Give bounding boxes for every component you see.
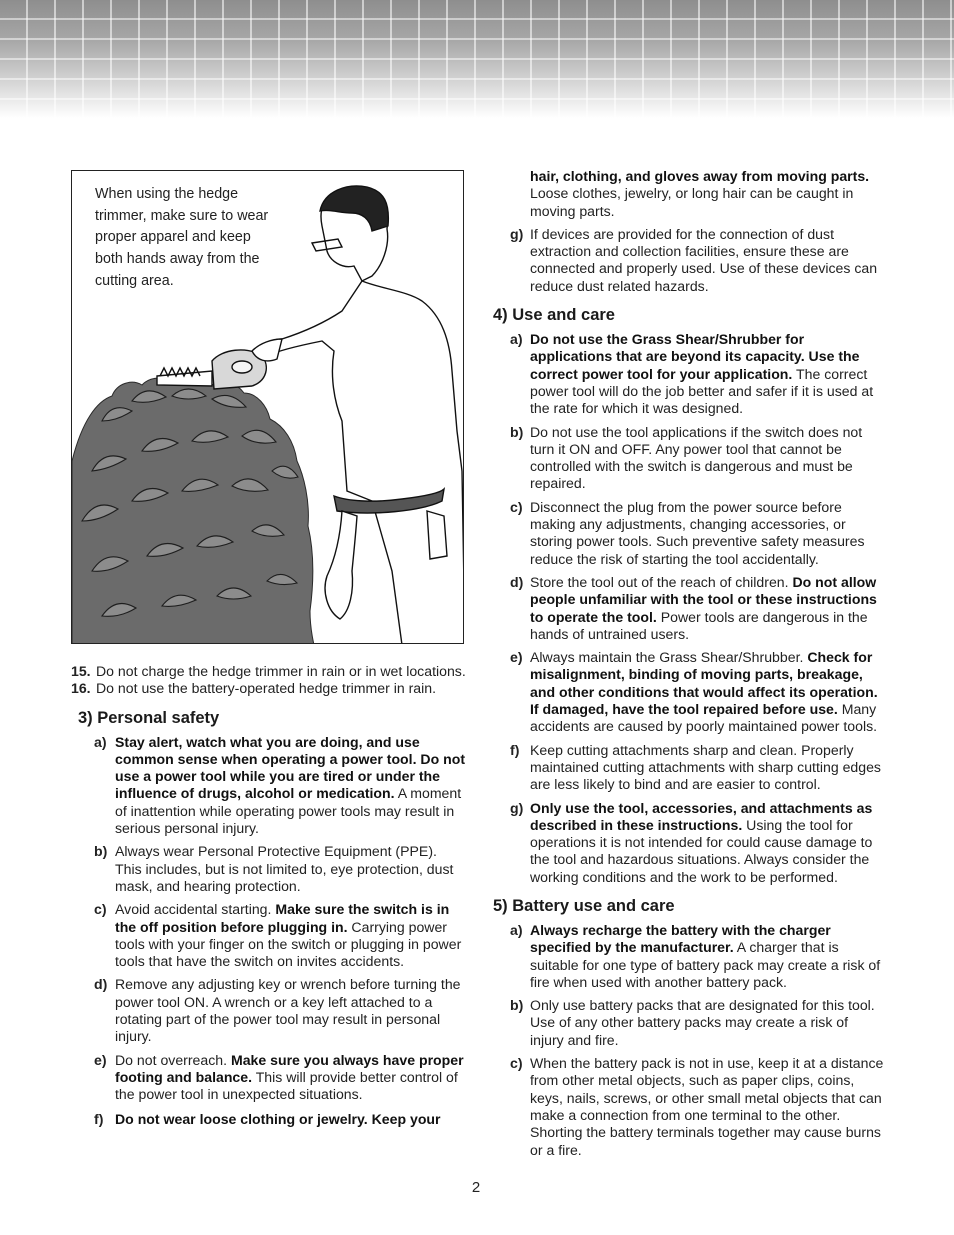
list-item [493,997,885,1049]
header-band [0,0,954,118]
item-bold-text: Always recharge the battery with the charger specified by the manufacturer. [530,921,831,956]
item-bold-text: hair, clothing, and gloves away from moving parts. [530,168,870,184]
section-heading-personal-safety: 3) Personal safety [78,708,220,727]
item-letter: f) [94,1110,104,1127]
item-text: Store the tool out of the reach of children. [530,573,793,590]
item-letter: g) [510,225,524,242]
item-text: Remove any adjusting key or wrench before turning the power tool ON. A wrench or a key left attached to a rotating part of the power tool may result in personal injury. [115,976,461,1045]
item-letter: a) [510,331,523,348]
item-text: Do not overreach. [115,1051,231,1068]
right-column [493,168,885,1165]
list-item [493,424,885,493]
list-item [493,800,885,886]
item-text: Keep cutting attachments sharp and clean. Properly maintained cutting attachments with sharp cutting edges are less likely to bind and are easier to control. [530,741,881,793]
list-item [493,649,885,735]
list-item [71,1052,467,1104]
item-bold-text: Do not allow people unfamiliar with the tool or these instructions to operate the tool. [530,573,877,625]
item-letter: d) [510,573,524,590]
item-bold-text: Do not use the Grass Shear/Shrubber for applications that are beyond its capacity. Use the correct power tool for your application. [530,331,860,382]
item-text: When the battery pack is not in use, keep it at a distance from other metal objects, such as paper clips, coins, keys, nails, screws, or other small metal objects that can make a connection from one terminal to the other. Shorting the battery terminals together may cause burns or a fire. [530,1055,884,1158]
page-number: 2 [471,1179,481,1196]
item-letter: b) [510,423,524,440]
item-letter: b) [94,843,108,860]
numbered-item-16 [71,680,467,697]
list-item [71,734,467,838]
item-text: Disconnect the plug from the power source before making any adjustments, changing accessories, or storing power tools. Such preventive safety measures reduce the risk of starting the tool accidentally. [530,498,865,567]
item-text: Many accidents are caused by poorly maintained power tools. [530,701,878,735]
section-heading-use-and-care: 4) Use and care [493,306,615,325]
item-bold-text: Do not wear loose clothing or jewelry. Keep your [115,1110,441,1127]
item-letter: g) [510,799,524,816]
list-item [493,922,885,991]
list-item [71,901,467,970]
item-text: Do not charge the hedge trimmer in rain or in wet locations. [96,663,466,679]
illustration-box [71,170,464,644]
item-text: Using the tool for operations it is not intended for could cause damage to the tool and hazardous situations. Always consider the working conditions and the work to be performed. [530,816,873,885]
item-text: Do not use the battery-operated hedge trimmer in rain. [96,680,436,697]
item-letter: c) [510,1055,523,1072]
item-text: Carrying power tools with your finger on the switch or plugging in power tools that have the switch on invites accidents. [115,918,462,970]
item-number: 16. [71,680,91,697]
list-item [493,1055,885,1159]
item-bold-text: Stay alert, watch what you are doing, and use common sense when operating a power tool. Do not use a power tool while you are tired or under the influence of drugs, alcohol or medication. [115,733,466,802]
list-item [71,976,467,1045]
list-item [493,331,885,417]
section-heading-battery-use-and-care: 5) Battery use and care [493,896,675,915]
list-item [493,226,885,295]
item-letter: b) [510,997,524,1014]
list-item [71,1111,467,1128]
item-text: Always wear Personal Protective Equipment (PPE). This includes, but is not limited to, eye protection, dust mask, and hearing protection. [115,843,454,894]
list-item [71,843,467,895]
list-item [493,742,885,794]
item-letter: a) [94,733,107,750]
item-letter: e) [94,1051,107,1068]
item-text: Do not use the tool applications if the switch does not turn it ON and OFF. Any power tool that cannot be controlled with the switch is dangerous and must be repaired. [530,423,863,492]
item-letter: a) [510,921,523,938]
item-text: Avoid accidental starting. [115,901,276,918]
figure-caption: When using the hedge trimmer, make sure to wear proper apparel and keep both hands away from the cutting area. [95,186,269,289]
item-letter: d) [94,976,108,993]
item-bold-text: Only use the tool, accessories, and attachments as described in these instructions. [530,799,873,833]
continued-item [493,168,885,220]
item-bold-text: Check for misalignment, binding of moving parts, breakage, and other conditions that would affect its operation. If damaged, have the tool repaired before use. [530,649,878,718]
list-item [493,574,885,643]
item-letter: e) [510,649,523,666]
left-column [71,663,467,1134]
item-text: A moment of inattention while operating power tools may result in serious personal injury. [115,785,462,837]
item-bold-text: Make sure the switch is in the off position before plugging in. [115,901,450,935]
item-text: Always maintain the Grass Shear/Shrubber. [530,649,808,666]
item-text: The correct power tool will do the job better and safer if it is used at the rate for which it was designed. [530,365,874,417]
numbered-item-15 [71,663,467,680]
item-number: 15. [71,663,91,679]
hedge-trimmer-illustration [157,350,266,389]
item-letter: f) [510,741,520,758]
item-letter: c) [510,498,523,515]
item-text: Loose clothes, jewelry, or long hair can be caught in moving parts. [530,185,854,219]
item-text: If devices are provided for the connection of dust extraction and collection facilities, ensure these are connected and properly used. Use of these devices can reduce dust related hazards. [530,225,878,294]
item-text: This will provide better control of the power tool in unexpected situations. [115,1068,458,1103]
list-item [493,499,885,568]
item-bold-text: Make sure you always have proper footing and balance. [115,1051,464,1085]
item-text: A charger that is suitable for one type of battery pack may create a risk of fire when used with another battery pack. [530,939,881,990]
item-letter: c) [94,901,107,918]
item-text: Only use battery packs that are designated for this tool. Use of any other battery packs may create a risk of injury and fire. [530,997,875,1048]
item-text: Power tools are dangerous in the hands of untrained users. [530,608,868,642]
